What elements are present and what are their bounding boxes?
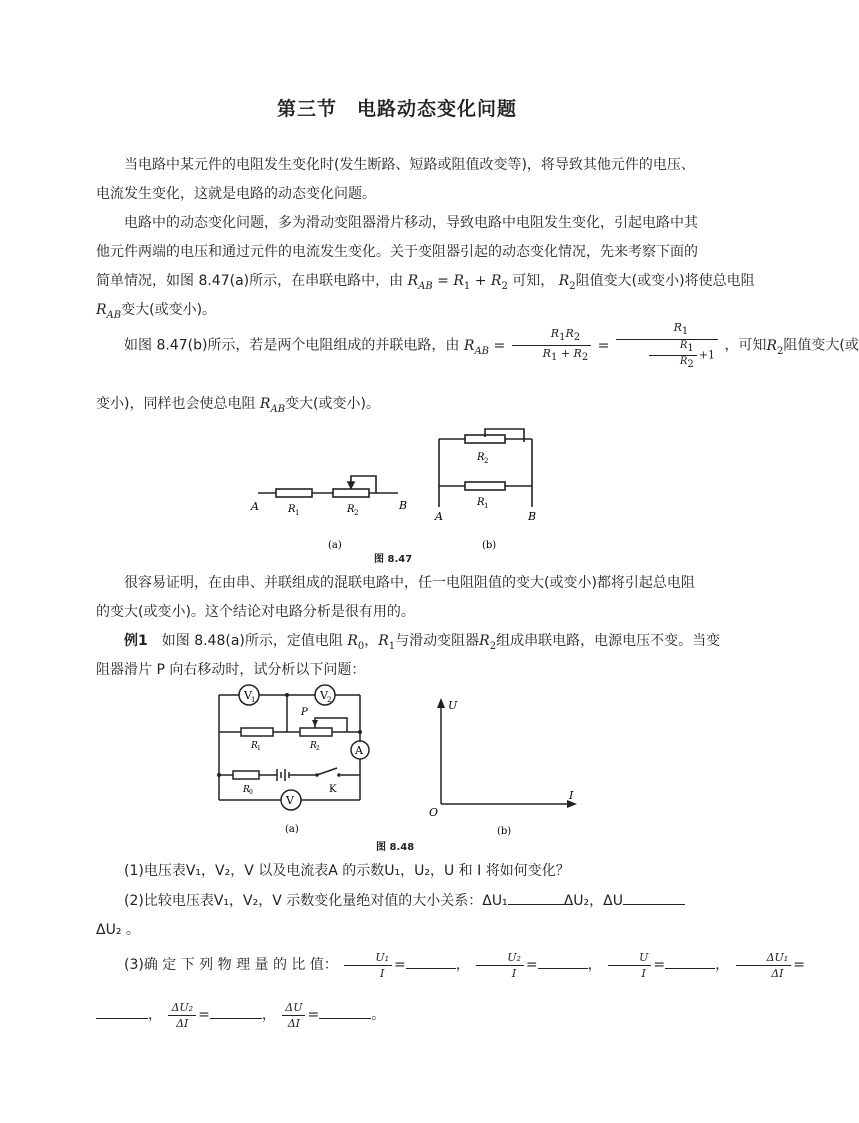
- meter-v1-label: V: [244, 689, 252, 702]
- paragraph-3-line2: [96, 390, 700, 424]
- text-fragment: 组成串联电路，电源电压不变。当变: [496, 633, 721, 649]
- label-r1-sub: 1: [295, 509, 300, 517]
- ratio-u-i: [608, 950, 651, 981]
- axis-u-label: U: [448, 699, 458, 712]
- figure-8-47: [240, 430, 560, 570]
- question-3-line1: (3)确 定 下 列 物 理 量 的 比 值： $\frac{\text{U₁}}{I}$ = ， $\frac{\text{U₂}}{I}$ = ， $\frac{U}{I}$ = ， $\frac{\text{ΔU₁}}{\Delta I}$ =: [124, 950, 805, 980]
- meter-v1-sub: 1: [251, 696, 256, 704]
- equals: =: [198, 1007, 210, 1023]
- label-r1: R: [288, 504, 296, 515]
- symbol-r2: $R_2$: [558, 273, 576, 292]
- label-r1-sub: 1: [484, 502, 489, 510]
- answer-blank[interactable]: [538, 956, 588, 969]
- answer-blank[interactable]: [406, 956, 456, 969]
- text-fragment: 与滑动变阻器: [395, 633, 480, 649]
- equals: =: [525, 957, 538, 973]
- label-b: B: [399, 499, 408, 512]
- symbol-r2: $R_2$: [766, 337, 784, 357]
- denominator: ΔI: [771, 966, 784, 980]
- numerator: U: [608, 950, 651, 966]
- label-a-panel: (a): [328, 540, 342, 551]
- numerator: U₁: [344, 950, 392, 966]
- text-fragment: 变大(或变小)。: [285, 396, 380, 412]
- equals: =: [307, 1007, 320, 1023]
- answer-blank[interactable]: [96, 1006, 148, 1019]
- label-r1: R: [477, 497, 485, 508]
- paragraph-2-line2: 他元件两端的电压和通过元件的电流发生变化。关于变阻器引起的动态变化情况，先来考察下面的: [96, 244, 698, 260]
- question-1: (1)电压表V₁，V₂，V 以及电流表A 的示数U₁，U₂，U 和 I 将如何变化？: [124, 863, 570, 879]
- label-r0: R: [243, 785, 250, 795]
- denominator: ΔI: [287, 1016, 301, 1030]
- numerator: U₂: [476, 950, 524, 966]
- label-r0-sub: 0: [249, 789, 253, 796]
- denominator: ΔI: [176, 1016, 189, 1030]
- text-fragment: (2)比较电压表V₁，V₂，V 示数变化量绝对值的大小关系：ΔU₁: [124, 893, 508, 909]
- answer-blank[interactable]: [210, 1006, 262, 1019]
- symbol-r0: $R_0$: [347, 633, 365, 652]
- symbol-rab: $R_{AB}$: [96, 302, 122, 321]
- label-b-panel: (b): [482, 540, 497, 551]
- label-a: A: [251, 500, 259, 513]
- equals: =: [394, 957, 406, 973]
- label-r2-sub: 2: [484, 457, 489, 465]
- paragraph-conclusion: 很容易证明，在由串、并联组成的混联电路中，任一电阻阻值的变大(或变小)都将引起总电阻的变大(或变小)。这个结论对电路分析是很有用的。: [96, 575, 695, 620]
- text-fragment: 如图 8.47(b)所示，若是两个电阻组成的并联电路，由: [124, 337, 464, 354]
- example-1-line2: 阻器滑片 P 向右移动时，试分析以下问题：: [96, 662, 366, 678]
- symbol-r2: $R_2$: [479, 633, 497, 652]
- page-title: 第三节 电路动态变化问题: [276, 98, 517, 120]
- text-fragment: ，: [364, 633, 379, 649]
- label-r2-sub: 2: [316, 745, 320, 752]
- numerator: ΔU: [282, 1000, 305, 1016]
- label-r2: R: [347, 504, 355, 515]
- answer-blank[interactable]: [319, 1006, 371, 1019]
- figure-8-48: [205, 682, 595, 842]
- label-r1-sub: 1: [257, 745, 261, 752]
- answer-blank[interactable]: [508, 892, 564, 905]
- text-fragment: 阻值变大(或: [783, 337, 859, 354]
- paragraph-2-line1: 电路中的动态变化问题，多为滑动变阻器滑片移动，导致电路中电阻发生变化，引起电路中其: [124, 215, 698, 231]
- ratio-du-di: [282, 1000, 305, 1031]
- meter-v2-label: V: [320, 689, 328, 702]
- text-fragment: ，可知: [724, 337, 767, 354]
- text-fragment: 阻值变大(或变小)将使总电阻: [575, 273, 755, 289]
- text-fragment: 。: [371, 1007, 386, 1023]
- ratio-u2-i: [476, 950, 524, 981]
- label-r1: R: [251, 741, 258, 751]
- text-fragment: 如图 8.48(a)所示，定值电阻: [147, 633, 348, 649]
- text-fragment: ΔU₂，ΔU: [563, 893, 623, 909]
- symbol-rab: $R_{AB}$: [259, 396, 286, 415]
- label-b-panel: (b): [497, 826, 512, 837]
- equals: =: [653, 957, 666, 973]
- label-a-panel: (a): [285, 824, 299, 835]
- denominator: I: [380, 966, 385, 980]
- label-b: B: [528, 510, 537, 523]
- slider-p-label: P: [301, 707, 308, 718]
- figure-8-47a-series-circuit: [258, 476, 398, 497]
- label-r2-sub: 2: [354, 509, 359, 517]
- figure-8-48b-axes: [441, 704, 571, 804]
- text-fragment: 变小)，同样也会使总电阻: [96, 396, 260, 412]
- label-r2: R: [477, 452, 485, 463]
- figure-caption-8-48: 图 8.48: [376, 842, 415, 853]
- numerator: ΔU₂: [168, 1000, 196, 1016]
- denominator: I: [511, 966, 517, 980]
- slider-arrow-icon: [312, 720, 318, 727]
- question-3-line2: ， $\frac{\text{ΔU₂}}{\Delta I}$ = ， $\frac{\Delta U}{\Delta I}$ = 。: [96, 996, 700, 1034]
- text-fragment: 可知，: [512, 273, 555, 289]
- meter-a-label: A: [355, 744, 363, 757]
- formula-parallel: $R_{AB}$ = $\frac{R_1R_2}{R_1 + R_2}$ = $R_1$ $\frac{R_1}{R_2}$ +1: [464, 338, 725, 354]
- ratio-u1-i: [344, 950, 392, 981]
- numerator: ΔU₁: [736, 950, 792, 966]
- switch-k-label: K: [329, 784, 337, 795]
- question-2-line1: [96, 887, 700, 916]
- question-2-line2: ΔU₂ 。: [96, 922, 140, 938]
- label-a: A: [435, 510, 443, 523]
- label-r2: R: [310, 741, 317, 751]
- denominator: I: [641, 966, 646, 980]
- equals: =: [793, 957, 805, 973]
- ratio-du1-di: [736, 950, 792, 981]
- ratio-du2-di: [168, 1000, 196, 1031]
- origin-label: O: [429, 806, 439, 819]
- example-tag: 例1: [124, 633, 148, 649]
- figure-caption-8-47: 图 8.47: [374, 554, 413, 565]
- formula-series: $R_{AB} = R_1 + R_2$: [407, 273, 508, 292]
- meter-v-label: V: [286, 794, 294, 807]
- text-fragment: 变大(或变小)。: [121, 302, 217, 318]
- axis-i-label: I: [569, 789, 574, 802]
- text-fragment: (3)确 定 下 列 物 理 量 的 比 值：: [124, 957, 338, 973]
- paragraph-intro: 当电路中某元件的电阻发生变化时(发生断路、短路或阻值改变等)，将导致其他元件的电压、电流发生变化，这就是电路的动态变化问题。: [96, 157, 695, 202]
- figure-8-48a-circuit: [219, 685, 369, 810]
- arrow-up-icon: [437, 698, 445, 708]
- text-fragment: 简单情况，如图 8.47(a)所示，在串联电路中，由: [96, 273, 408, 289]
- symbol-r1: $R_1$: [378, 633, 396, 652]
- paragraph-3-line1: [96, 320, 859, 373]
- answer-blank[interactable]: [623, 892, 685, 905]
- figure-8-47b-parallel-circuit: [439, 429, 532, 507]
- meter-v2-sub: 2: [327, 696, 332, 704]
- answer-blank[interactable]: [665, 956, 715, 969]
